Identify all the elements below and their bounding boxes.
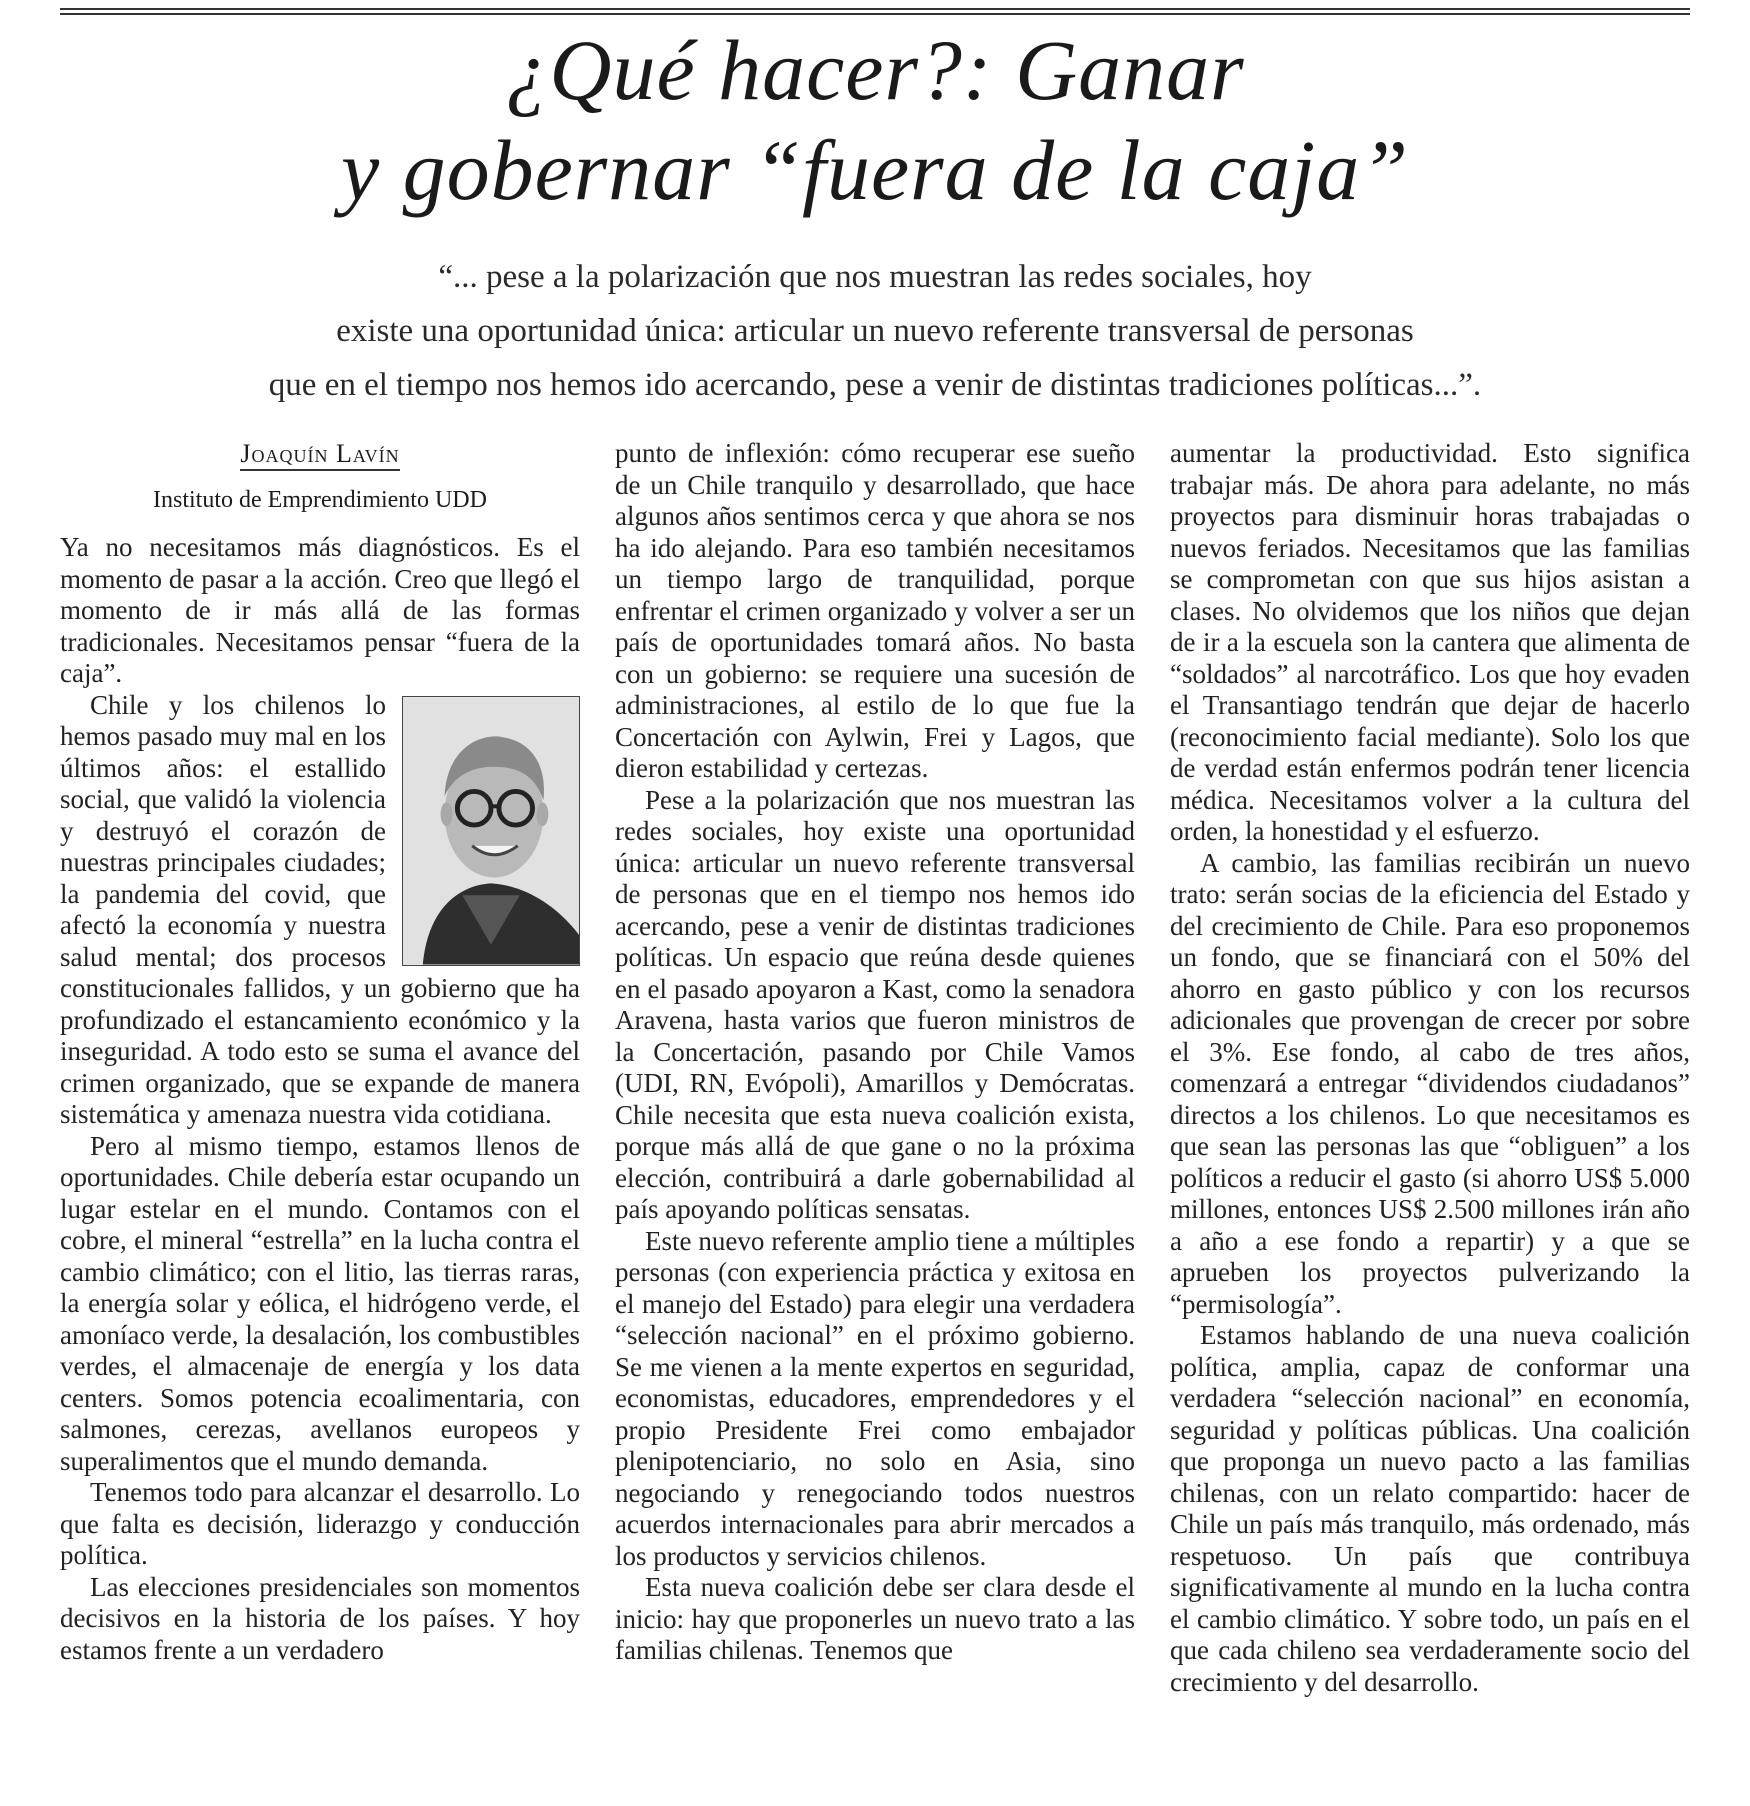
paragraph: aumentar la productividad. Esto significa trabajar más. De ahora para adelante, no más proyectos para disminuir horas trabajadas o nuevos feriados. Necesitamos que las familias se comprometan con que sus hijos asistan a clases. No olvidemos que los niños que dejan de ir a la escuela son la cantera que alimenta de “soldados” al narcotráfico. Los que hoy evaden el Transantiago tendrán que dejar de hacerlo (reconocimiento facial mediante). Solo los que de verdad están enfermos podrán tener licencia médica. Necesitamos volver a la cultura del orden, la honestidad y el esfuerzo. xyxy=(1170,438,1690,846)
article-column-1 xyxy=(60,438,580,1798)
article-column-3 xyxy=(1170,438,1690,1798)
headline-line: y gobernar “fuera de la caja” xyxy=(340,122,1410,218)
author-name-text: Joaquín Lavín xyxy=(240,439,399,471)
paragraph: Tenemos todo para alcanzar el desarrollo. Lo que falta es decisión, liderazgo y conducción política. xyxy=(60,1477,580,1570)
paragraph: Pero al mismo tiempo, estamos llenos de oportunidades. Chile debería estar ocupando un lugar estelar en el mundo. Contamos con el cobre, el mineral “estrella” en la lucha contra el cambio climático; con el litio, las tierras raras, la energía solar y eólica, el hidrógeno verde, el amoníaco verde, la desalación, los combustibles verdes, el almacenaje de energía y los data centers. Somos potencia ecoalimentaria, con salmones, cerezas, avellanos europeos y superalimentos que el mundo demanda. xyxy=(60,1130,580,1476)
author-photo xyxy=(402,696,580,966)
paragraph: A cambio, las familias recibirán un nuevo trato: serán socias de la eficiencia del Estado y del crecimiento de Chile. Para eso proponemos un fondo, que se financiará con el 50% del ahorro en gasto público y con los recursos adicionales que provengan de crecer por sobre el 3%. Ese fondo, al cabo de tres años, comenzará a entregar “dividendos ciudadanos” directos a los chilenos. Lo que necesitamos es que sean las personas las que “obliguen” a los políticos a reducir el gasto (si ahorro US$ 5.000 millones, entonces US$ 2.500 millones irán año a año a ese fondo a repartir) y a que se aprueben los proyectos pulverizando la “permisología”. xyxy=(1170,847,1690,1319)
paragraph: Este nuevo referente amplio tiene a múltiples personas (con experiencia práctica y exitosa en el manejo del Estado) para elegir una verdadera “selección nacional” en el próximo gobierno. Se me vienen a la mente expertos en seguridad, economistas, educadores, emprendedores y el propio Presidente Frei como embajador plenipotenciario, no solo en Asia, sino negociando y renegociando todos nuestros acuerdos internacionales para abrir mercados a los productos y servicios chilenos. xyxy=(615,1225,1135,1571)
paragraph: Las elecciones presidenciales son momentos decisivos en la historia de los países. Y hoy estamos frente a un verdadero xyxy=(60,1571,580,1665)
pull-quote-deck xyxy=(120,250,1630,412)
author-name xyxy=(60,438,580,470)
paragraph: punto de inflexión: cómo recuperar ese sueño de un Chile tranquilo y desarrollado, que hace algunos años sentimos cerca y que ahora se nos ha ido alejando. Para eso también necesitamos un tiempo largo de tranquilidad, porque enfrentar el crimen organizado y volver a ser un país de oportunidades tomará años. No basta con un gobierno: se requiere una sucesión de administraciones, al estilo de lo que fue la Concertación con Aylwin, Frei y Lagos, que dieron estabilidad y certezas. xyxy=(615,438,1135,783)
headline xyxy=(60,20,1690,220)
portrait-image xyxy=(403,697,579,965)
paragraph: Estamos hablando de una nueva coalición política, amplia, capaz de conformar una verdadera “selección nacional” en economía, seguridad y políticas públicas. Una coalición que proponga un nuevo pacto a las familias chilenas, con un relato compartido: hacer de Chile un país más tranquilo, más ordenado, más respetuoso. Un país que contribuya significativamente al mundo en la lucha contra el cambio climático. Y sobre todo, un país en el que cada chileno sea verdaderamente socio del crecimiento y del desarrollo. xyxy=(1170,1320,1690,1697)
paragraph: Chile y los chilenos lo hemos pasado muy mal en los últimos años: el estallido social, que validó la violencia y destruyó el corazón de nuestras principales ciudades; la pandemia del covid, que afectó la economía y nuestra salud mental; dos procesos constitucionales fallidos, y un gobierno que ha profundizado el estancamiento económico y la inseguridad. A todo esto se suma el avance del crimen organizado, que se expande de manera sistemática y amenaza nuestra vida cotidiana. xyxy=(60,689,580,1129)
top-rule-inner xyxy=(60,13,1690,15)
headline-line: ¿Qué hacer?: Ganar xyxy=(505,22,1245,118)
paragraph: Esta nueva coalición debe ser clara desde el inicio: hay que proponerles un nuevo trato a las familias chilenas. Tenemos que xyxy=(615,1572,1135,1665)
top-rule xyxy=(60,8,1690,10)
deck-line: existe una oportunidad única: articular un nuevo referente transversal de personas xyxy=(336,313,1414,349)
paragraph: Pese a la polarización que nos muestran las redes sociales, hoy existe una oportunidad única: articular un nuevo referente transversal de personas que en el tiempo nos hemos ido acercando, pese a venir de distintas tradiciones políticas. Un espacio que reúna desde quienes en el pasado apoyaron a Kast, como la senadora Aravena, hasta varios que fueron ministros de la Concertación, pasando por Chile Vamos (UDI, RN, Evópoli), Amarillos y Demócratas. Chile necesita que esta nueva coalición exista, porque más allá de que gane o no la próxima elección, contribuirá a darle gobernabilidad al país apoyando políticas sensatas. xyxy=(615,784,1135,1224)
article-column-2 xyxy=(615,438,1135,1798)
deck-line: que en el tiempo nos hemos ido acercando, pese a venir de distintas tradiciones políticas...”. xyxy=(268,367,1482,403)
paragraph: Ya no necesitamos más diagnósticos. Es el momento de pasar a la acción. Creo que llegó el momento de ir más allá de las formas tradicionales. Necesitamos pensar “fuera de la caja”. xyxy=(60,532,580,688)
deck-line: “... pese a la polarización que nos muestran las redes sociales, hoy xyxy=(438,259,1312,295)
author-affiliation: Instituto de Emprendimiento UDD xyxy=(153,487,487,513)
